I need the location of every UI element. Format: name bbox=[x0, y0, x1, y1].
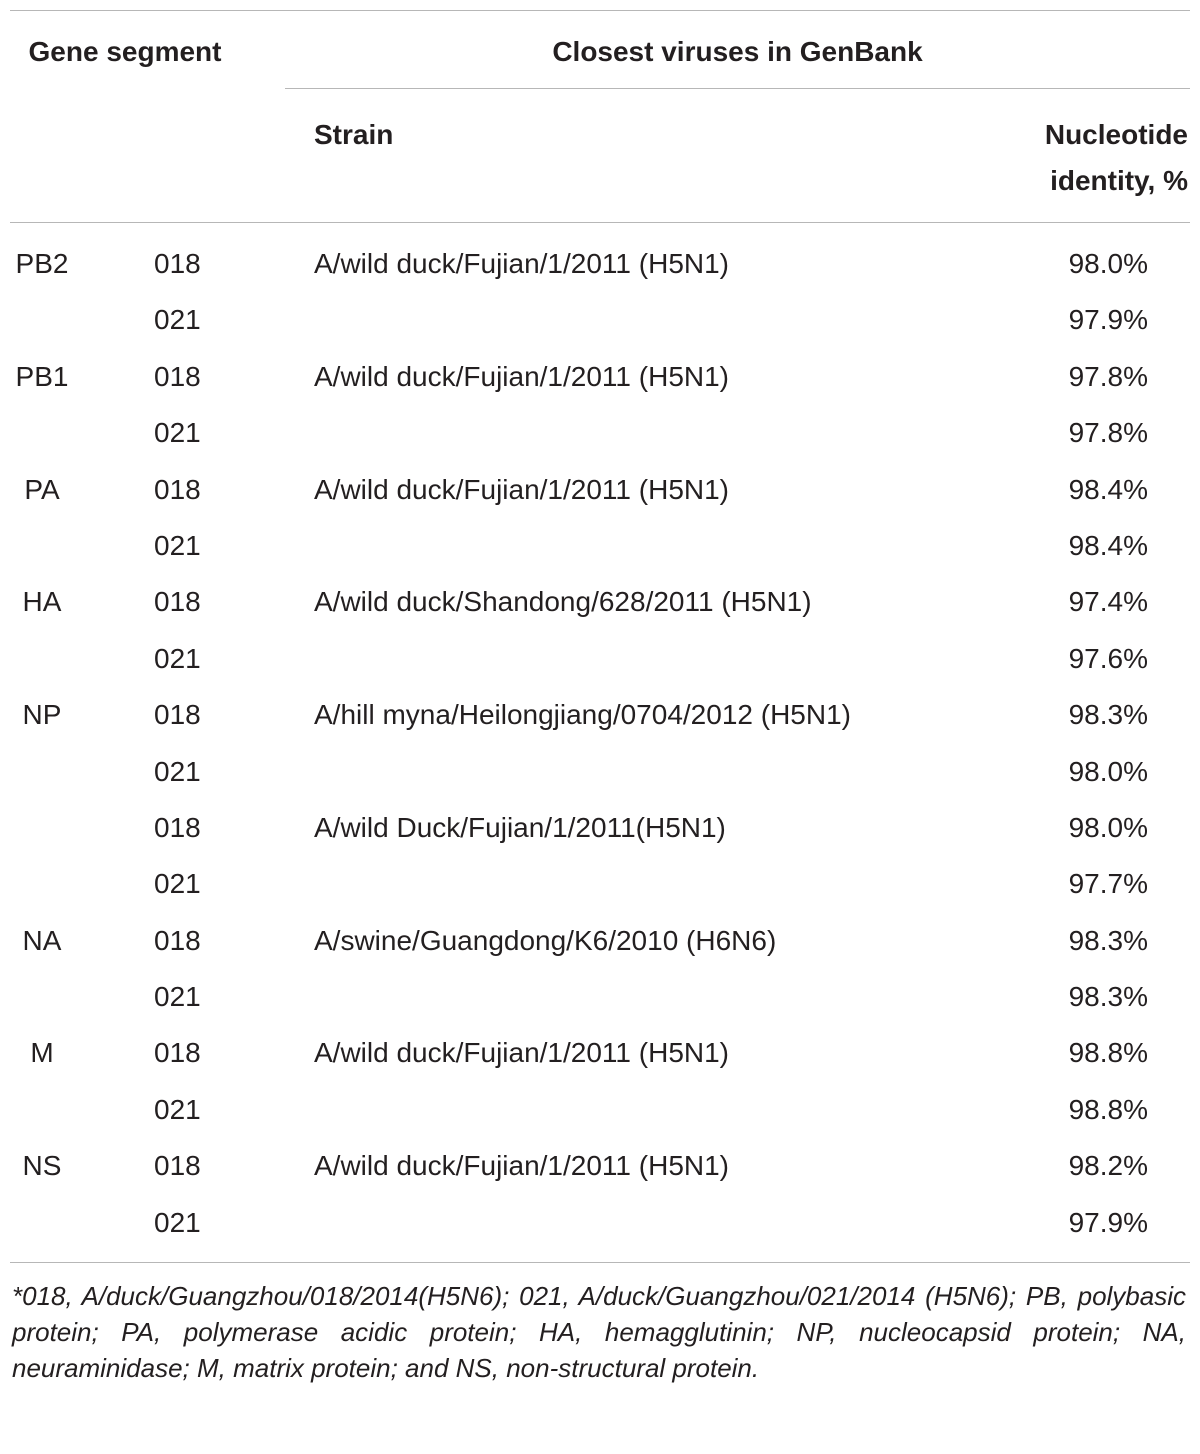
cell-isolate: 021 bbox=[154, 981, 201, 1013]
table-row bbox=[0, 800, 1200, 856]
table-row bbox=[0, 236, 1200, 292]
cell-gene-segment: PA bbox=[24, 473, 60, 505]
cell-gene-segment: HA bbox=[22, 586, 62, 618]
header-group-rule bbox=[285, 88, 1190, 89]
cell-isolate: 018 bbox=[154, 811, 201, 843]
cell-nucleotide-identity: 98.4% bbox=[1068, 473, 1148, 505]
cell-isolate: 021 bbox=[154, 1093, 201, 1125]
cell-nucleotide-identity: 97.9% bbox=[1068, 304, 1148, 336]
cell-nucleotide-identity: 97.8% bbox=[1068, 360, 1148, 392]
cell-gene-segment: PB1 bbox=[15, 360, 69, 392]
cell-gene-segment: M bbox=[30, 1037, 54, 1069]
cell-isolate: 021 bbox=[154, 529, 201, 561]
table-row bbox=[0, 913, 1200, 969]
cell-nucleotide-identity: 98.8% bbox=[1068, 1093, 1148, 1125]
cell-strain: A/hill myna/Heilongjiang/0704/2012 (H5N1) bbox=[314, 699, 851, 731]
table-row bbox=[0, 574, 1200, 630]
cell-isolate: 018 bbox=[154, 248, 201, 279]
cell-isolate: 018 bbox=[154, 1037, 201, 1069]
cell-nucleotide-identity: 98.3% bbox=[1068, 981, 1148, 1013]
table-row bbox=[0, 462, 1200, 518]
cell-nucleotide-identity: 98.8% bbox=[1068, 1037, 1148, 1069]
cell-nucleotide-identity: 98.3% bbox=[1068, 699, 1148, 731]
cell-gene-segment: NS bbox=[22, 1150, 62, 1182]
table-row bbox=[0, 856, 1200, 912]
header-strain: Strain bbox=[314, 119, 394, 150]
table-row bbox=[0, 969, 1200, 1025]
cell-gene-segment: NP bbox=[22, 699, 62, 731]
cell-nucleotide-identity: 98.2% bbox=[1068, 1150, 1148, 1182]
cell-nucleotide-identity: 97.4% bbox=[1068, 586, 1148, 618]
cell-gene-segment: NA bbox=[22, 924, 62, 956]
table-row bbox=[0, 292, 1200, 348]
cell-gene-segment: PB2 bbox=[15, 248, 69, 279]
cell-nucleotide-identity: 98.3% bbox=[1068, 924, 1148, 956]
table-row bbox=[0, 349, 1200, 405]
table-row bbox=[0, 687, 1200, 743]
cell-nucleotide-identity: 97.6% bbox=[1068, 642, 1148, 674]
table-top-rule bbox=[10, 10, 1190, 11]
cell-nucleotide-identity: 97.9% bbox=[1068, 1206, 1148, 1238]
header-gene-segment: Gene segment bbox=[28, 36, 222, 67]
cell-isolate: 018 bbox=[154, 1150, 201, 1182]
cell-isolate: 021 bbox=[154, 304, 201, 336]
header-bottom-rule bbox=[10, 222, 1190, 223]
cell-strain: A/wild duck/Shandong/628/2011 (H5N1) bbox=[314, 586, 812, 618]
table-row bbox=[0, 1195, 1200, 1251]
header-closest-viruses: Closest viruses in GenBank bbox=[552, 36, 923, 67]
cell-nucleotide-identity: 98.0% bbox=[1068, 248, 1148, 279]
header-nucleotide-identity: Nucleotide identity, % bbox=[1044, 119, 1188, 196]
cell-strain: A/wild duck/Fujian/1/2011 (H5N1) bbox=[314, 248, 730, 279]
table-row bbox=[0, 1138, 1200, 1194]
cell-isolate: 021 bbox=[154, 755, 201, 787]
cell-strain: A/wild duck/Fujian/1/2011 (H5N1) bbox=[314, 1037, 730, 1069]
cell-isolate: 018 bbox=[154, 699, 201, 731]
table-row bbox=[0, 518, 1200, 574]
cell-strain: A/wild duck/Fujian/1/2011 (H5N1) bbox=[314, 1150, 730, 1182]
cell-isolate: 021 bbox=[154, 642, 201, 674]
cell-nucleotide-identity: 98.0% bbox=[1068, 755, 1148, 787]
table-row bbox=[0, 744, 1200, 800]
table-row bbox=[0, 631, 1200, 687]
table-row bbox=[0, 1025, 1200, 1081]
cell-isolate: 018 bbox=[154, 360, 201, 392]
cell-isolate: 018 bbox=[154, 586, 201, 618]
table-row bbox=[0, 1082, 1200, 1138]
cell-strain: A/swine/Guangdong/K6/2010 (H6N6) bbox=[314, 924, 777, 956]
cell-isolate: 018 bbox=[154, 924, 201, 956]
cell-nucleotide-identity: 98.0% bbox=[1068, 811, 1148, 843]
table-bottom-rule bbox=[10, 1262, 1190, 1263]
cell-nucleotide-identity: 97.8% bbox=[1068, 417, 1148, 449]
cell-nucleotide-identity: 98.4% bbox=[1068, 529, 1148, 561]
cell-isolate: 018 bbox=[154, 473, 201, 505]
table-row bbox=[0, 405, 1200, 461]
table-body bbox=[0, 236, 1200, 1251]
cell-nucleotide-identity: 97.7% bbox=[1068, 868, 1148, 900]
cell-isolate: 021 bbox=[154, 1206, 201, 1238]
cell-strain: A/wild duck/Fujian/1/2011 (H5N1) bbox=[314, 473, 730, 505]
cell-isolate: 021 bbox=[154, 868, 201, 900]
cell-strain: A/wild Duck/Fujian/1/2011(H5N1) bbox=[314, 811, 726, 843]
table-footnote: *018, A/duck/Guangzhou/018/2014(H5N6); 021, A/duck/Guangzhou/021/2014 (H5N6); PB, polybasic protein; PA, polymerase acidic protein; HA, hemagglutinin; NP, nucleocapsid protein; NA, neuraminidase; M, matrix protein; and NS, non-structural protein. bbox=[12, 1281, 1186, 1383]
cell-isolate: 021 bbox=[154, 417, 201, 449]
cell-strain: A/wild duck/Fujian/1/2011 (H5N1) bbox=[314, 360, 730, 392]
